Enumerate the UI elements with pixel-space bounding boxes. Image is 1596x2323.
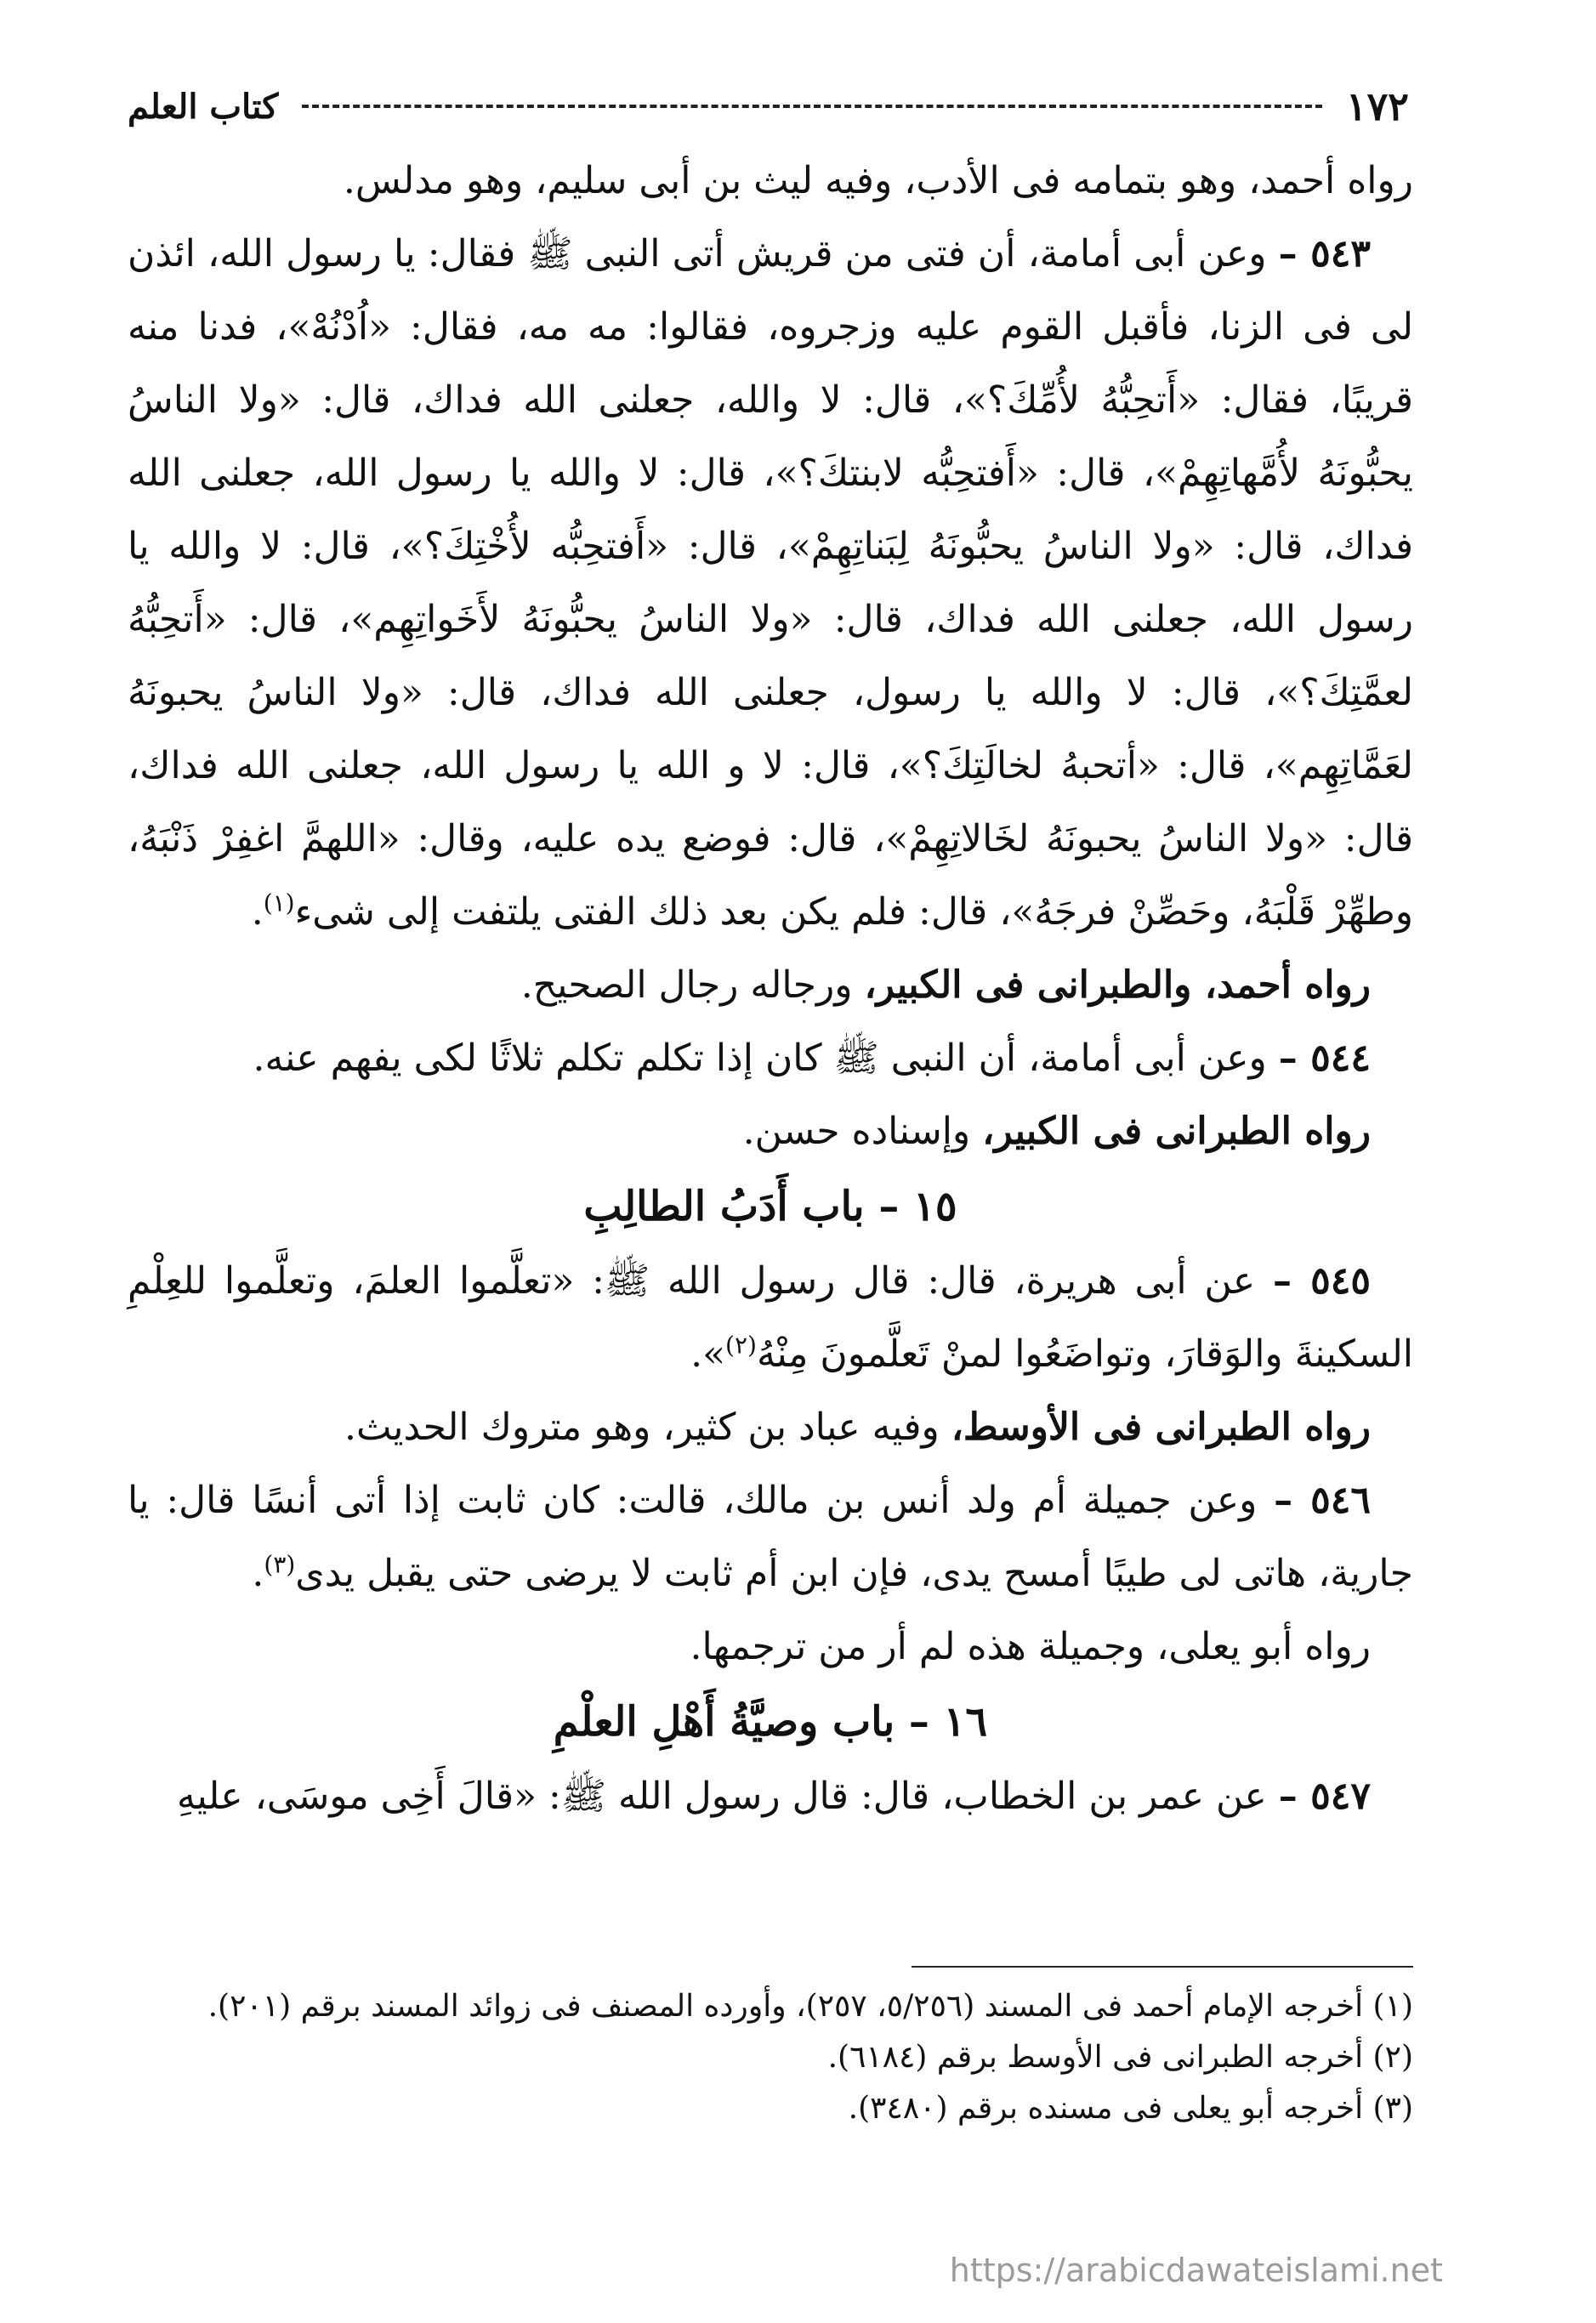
- hadith-text: عن أبى هريرة، قال: قال رسول الله ﷺ: «تعلَّموا العلمَ، وتعلَّموا للعِلْمِ السكينةَ والوَقارَ، وتواضَعُوا لمنْ تَعلَّمونَ مِنْهُ: [128, 1259, 1413, 1376]
- chapter-heading-15: ١٥ – باب أَدَبُ الطالِبِ: [583, 1183, 957, 1230]
- narration-text: وإسناده حسن.: [742, 1110, 983, 1153]
- hadith-547: [128, 1760, 1413, 1833]
- website-watermark: https://arabicdawateislami.net: [949, 2252, 1443, 2289]
- hadith-543: ٥٤٣ – وعن أبى أمامة، أن فتى من قريش أتى النبى ﷺ فقال: يا رسول الله، ائذن لى فى الزنا، فأقبل القوم عليه وزجروه، فقالوا: مه مه، فقال: «اُدْنُهْ»، فدنا منه قريبًا، فقال: «أَتحِبُّهُ لأُمِّكَ؟»، قال: لا والله، جعلنى الله فداك، قال: «ولا الناسُ يحبُّونَهُ لأُمَّهاتِهِمْ»، قال: «أَفتحِبُّه لابنتكَ؟»، قال: لا والله يا رسول الله، جعلنى الله فداك، قال: «ولا الناسُ يحبُّونَهُ لِبَناتِهِمْ»، قال: «أَفتحِبُّه لأُخْتِكَ؟»، قال: لا والله يا رسول الله، جعلنى الله فداك، قال: «ولا الناسُ يحبُّونَهُ لأَخَواتِهِم»، قال: «أَتحِبُّهُ لعمَّتِكَ؟»، قال: لا والله يا رسول، جعلنى الله فداك، قال: «ولا الناسُ يحبونَهُ لعَمَّاتِهِم»، قال: «أتحبهُ لخالَتِكَ؟»، قال: لا و الله يا رسول الله، جعلنى الله فداك، قال: «ولا الناسُ يحبونَهُ لخَالاتِهِمْ»، قال: فوضع يده عليه، وقال: «اللهمَّ اغفِرْ ذَنْبَهُ، وطهِّرْ قَلْبَهُ، وحَصِّنْ فرجَهُ»، قال: فلم يكن بعد ذلك الفتى يلتفت إلى شىء$^{(١)}$.: [128, 232, 1413, 934]
- narration-text: رواه أبو يعلى، وجميلة هذه لم أر من ترجمها.: [690, 1625, 1371, 1668]
- page-number: ١٧٢: [1345, 83, 1409, 129]
- footnote-3: (٣) أخرجه أبو يعلى فى مسنده برقم (٣٤٨٠).: [848, 2091, 1413, 2126]
- page-header: [128, 81, 1409, 132]
- hadith-544: [128, 1022, 1413, 1095]
- footnote-marker: (٣): [264, 1550, 296, 1579]
- footnotes: [128, 1981, 1413, 2134]
- narration-source: رواه الطبرانى فى الكبير،: [982, 1110, 1371, 1153]
- narration-note: [128, 145, 1413, 218]
- narration-note: [128, 949, 1413, 1022]
- narration-source: رواه الطبرانى فى الأوسط،: [951, 1406, 1371, 1449]
- book-title: كتاب العلم: [128, 86, 279, 127]
- narration-text: ورجاله رجال الصحيح.: [520, 963, 865, 1007]
- footnote-2: (٢) أخرجه الطبرانى فى الأوسط برقم (٦١٨٤).: [827, 2040, 1413, 2075]
- hadith-text: عن عمر بن الخطاب، قال: قال رسول الله ﷺ: «قالَ أَخِى موسَى، عليهِ: [176, 1775, 1279, 1818]
- hadith-text: وعن جميلة أم ولد أنس بن مالك، قالت: كان ثابت إذا أتى أنسًا قال: يا جارية، هاتى لى طيبًا أمسح يدى، فإن ابن أم ثابت لا يرضى حتى يقبل يدى: [128, 1479, 1413, 1595]
- narration-text: رواه أحمد، وهو بتمامه فى الأدب، وفيه ليث بن أبى سليم، وهو مدلس.: [343, 159, 1413, 202]
- hadith-number: ٥٤٦ –: [1274, 1479, 1371, 1522]
- hadith-number: ٥٤٣ –: [1278, 232, 1371, 275]
- narration-note: [128, 1610, 1413, 1684]
- page-body: [128, 145, 1413, 1833]
- narration-note: [128, 1095, 1413, 1168]
- hadith-546: ٥٤٦ – وعن جميلة أم ولد أنس بن مالك، قالت: كان ثابت إذا أتى أنسًا قال: يا جارية، هاتى لى طيبًا أمسح يدى، فإن ابن أم ثابت لا يرضى حتى يقبل يدى$^{(٣)}$.: [128, 1479, 1413, 1595]
- footnote-1: (١) أخرجه الإمام أحمد فى المسند (٥/٢٥٦، ٢٥٧)، وأورده المصنف فى زوائد المسند برقم (٢٠١).: [207, 1989, 1413, 2024]
- footnote-separator: [912, 1966, 1413, 1968]
- footnote-marker: (٢): [725, 1331, 757, 1360]
- narration-note: [128, 1391, 1413, 1464]
- hadith-text: وعن أبى أمامة، أن النبى ﷺ كان إذا تكلم تكلم ثلاثًا لكى يفهم عنه.: [253, 1037, 1279, 1080]
- chapter-heading-16: ١٦ – باب وصيَّةُ أَهْلِ العلْمِ: [553, 1698, 988, 1746]
- narration-source: رواه أحمد، والطبرانى فى الكبير،: [864, 963, 1371, 1007]
- hadith-number: ٥٤٤ –: [1278, 1037, 1371, 1080]
- narration-text: وفيه عباد بن كثير، وهو متروك الحديث.: [344, 1406, 951, 1449]
- footnote-marker: (١): [263, 889, 295, 917]
- header-dashed-rule: [302, 105, 1322, 108]
- hadith-545: ٥٤٥ – عن أبى هريرة، قال: قال رسول الله ﷺ: «تعلَّموا العلمَ، وتعلَّموا للعِلْمِ السكينةَ والوَقارَ، وتواضَعُوا لمنْ تَعلَّمونَ مِنْهُ$^{(٢)}$».: [128, 1259, 1413, 1376]
- hadith-number: ٥٤٥ –: [1272, 1259, 1371, 1303]
- hadith-text: وعن أبى أمامة، أن فتى من قريش أتى النبى ﷺ فقال: يا رسول الله، ائذن لى فى الزنا، فأقبل القوم عليه وزجروه، فقالوا: مه مه، فقال: «اُدْنُهْ»، فدنا منه قريبًا، فقال: «أَتحِبُّهُ لأُمِّكَ؟»، قال: لا والله، جعلنى الله فداك، قال: «ولا الناسُ يحبُّونَهُ لأُمَّهاتِهِمْ»، قال: «أَفتحِبُّه لابنتكَ؟»، قال: لا والله يا رسول الله، جعلنى الله فداك، قال: «ولا الناسُ يحبُّونَهُ لِبَناتِهِمْ»، قال: «أَفتحِبُّه لأُخْتِكَ؟»، قال: لا والله يا رسول الله، جعلنى الله فداك، قال: «ولا الناسُ يحبُّونَهُ لأَخَواتِهِم»، قال: «أَتحِبُّهُ لعمَّتِكَ؟»، قال: لا والله يا رسول، جعلنى الله فداك، قال: «ولا الناسُ يحبونَهُ لعَمَّاتِهِم»، قال: «أتحبهُ لخالَتِكَ؟»، قال: لا و الله يا رسول الله، جعلنى الله فداك، قال: «ولا الناسُ يحبونَهُ لخَالاتِهِمْ»، قال: فوضع يده عليه، وقال: «اللهمَّ اغفِرْ ذَنْبَهُ، وطهِّرْ قَلْبَهُ، وحَصِّنْ فرجَهُ»، قال: فلم يكن بعد ذلك الفتى يلتفت إلى شىء: [128, 232, 1413, 934]
- hadith-number: ٥٤٧ –: [1278, 1775, 1371, 1818]
